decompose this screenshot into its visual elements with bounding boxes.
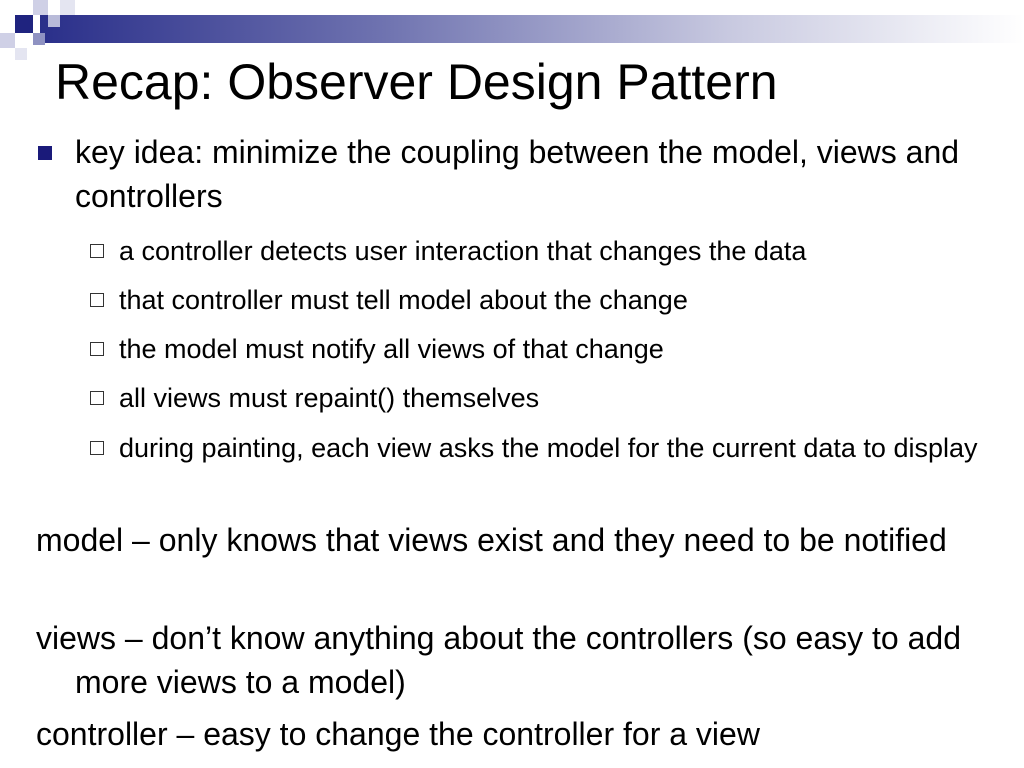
decorative-square [48,15,60,27]
hollow-square-bullet-icon [90,244,104,258]
hollow-square-bullet-icon [90,441,104,455]
decorative-square [60,0,75,15]
hollow-square-bullet-icon [90,391,104,405]
header-gradient-bar [40,15,1024,43]
decorative-square [33,0,48,15]
decorative-square [15,15,33,33]
sub-bullet: during painting, each view asks the model for the current data to display [119,433,978,463]
square-bullet-icon [38,146,52,160]
sub-bullet: all views must repaint() themselves [119,383,540,413]
decorative-square [15,48,27,60]
hollow-square-bullet-icon [90,293,104,307]
decorative-square [0,33,15,48]
paragraph-views: views – don’t know anything about the controllers (so easy to add more views to a model) [36,620,961,700]
hollow-square-bullet-icon [90,342,104,356]
bullet-key-idea: key idea: minimize the coupling between the model, views and controllers [75,134,960,214]
paragraph-controller: controller – easy to change the controller for a view [36,716,760,752]
sub-bullet: the model must notify all views of that change [119,334,664,364]
decorative-square [33,33,45,45]
slide-title: Recap: Observer Design Pattern [55,54,778,110]
sub-bullet: a controller detects user interaction that changes the data [119,236,807,266]
sub-bullet: that controller must tell model about the change [119,285,688,315]
paragraph-model: model – only knows that views exist and they need to be notified [36,522,947,558]
